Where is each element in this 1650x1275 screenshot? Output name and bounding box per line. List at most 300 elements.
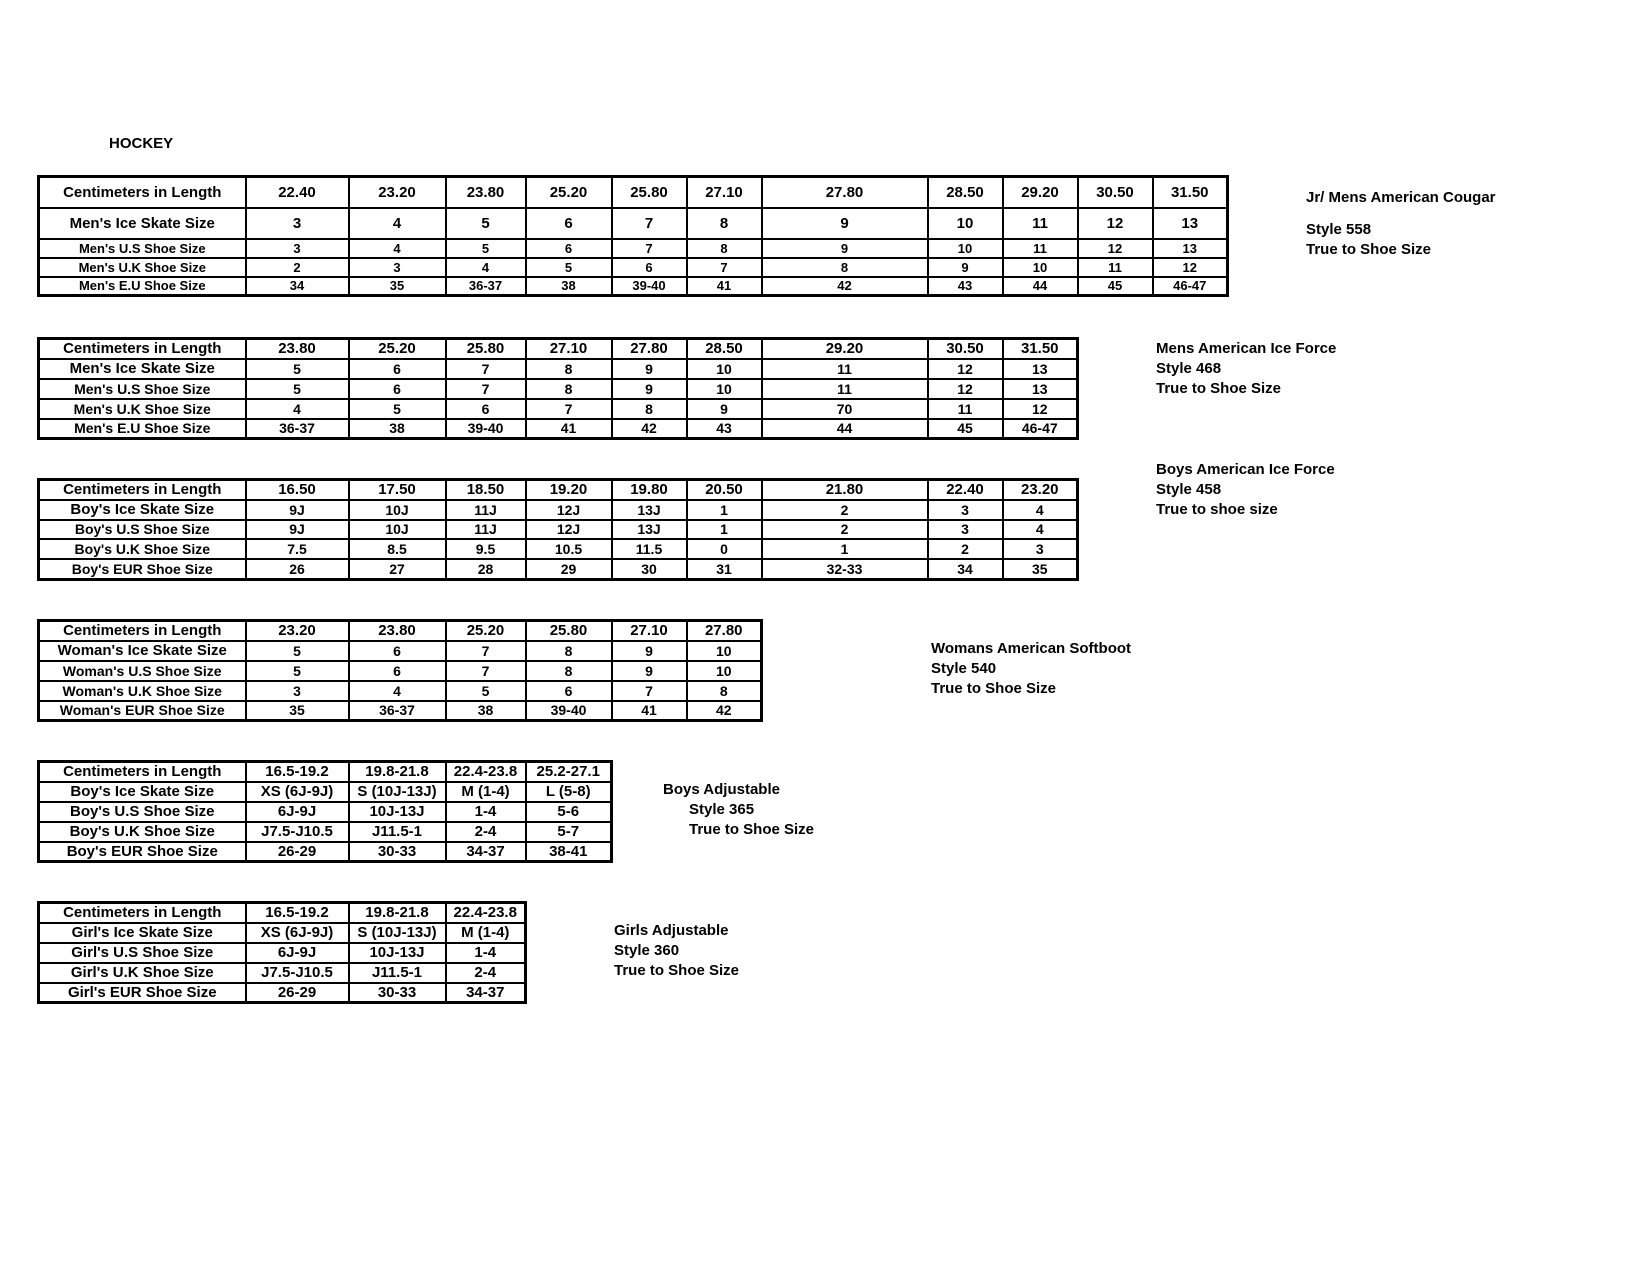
table-row xyxy=(39,621,762,641)
cell: 8 xyxy=(762,258,928,277)
table-row xyxy=(39,339,1078,359)
row-label: Woman's Ice Skate Size xyxy=(39,641,246,661)
table-row xyxy=(39,661,762,681)
cell: 30.50 xyxy=(1078,177,1153,208)
size-table-mens-ice-force xyxy=(37,337,1079,440)
cell: 36-37 xyxy=(349,701,446,721)
cell: 9J xyxy=(246,500,349,520)
note-mens-ice-force xyxy=(1156,339,1336,399)
cell: S (10J-13J) xyxy=(349,923,446,943)
cell: 39-40 xyxy=(526,701,612,721)
row-label: Centimeters in Length xyxy=(39,339,246,359)
cell: 2 xyxy=(762,500,928,520)
row-label: Centimeters in Length xyxy=(39,762,246,782)
cell: 28 xyxy=(446,559,526,580)
table-row xyxy=(39,943,526,963)
cell: 16.5-19.2 xyxy=(246,762,349,782)
row-label: Woman's U.K Shoe Size xyxy=(39,681,246,701)
cell: 27.80 xyxy=(687,621,762,641)
size-table-womans-softboot xyxy=(37,619,763,722)
cell: 8.5 xyxy=(349,539,446,559)
cell: 23.80 xyxy=(246,339,349,359)
cell: 28.50 xyxy=(687,339,762,359)
cell: 6 xyxy=(349,661,446,681)
cell: J7.5-J10.5 xyxy=(246,822,349,842)
cell: 4 xyxy=(246,399,349,419)
cell: 3 xyxy=(928,500,1003,520)
cell: J11.5-1 xyxy=(349,963,446,983)
cell: 25.20 xyxy=(349,339,446,359)
cell: 10 xyxy=(687,641,762,661)
cell: 11.5 xyxy=(612,539,687,559)
cell: 26 xyxy=(246,559,349,580)
cell: 23.20 xyxy=(246,621,349,641)
note-style: Style 558 xyxy=(1306,221,1372,238)
cell: 35 xyxy=(349,277,446,296)
cell: 7 xyxy=(446,661,526,681)
cell: 5 xyxy=(349,399,446,419)
cell: 34 xyxy=(928,559,1003,580)
cell: 23.20 xyxy=(349,177,446,208)
cell: 44 xyxy=(762,419,928,439)
cell: 16.50 xyxy=(246,480,349,500)
cell: 4 xyxy=(349,681,446,701)
cell: 6 xyxy=(612,258,687,277)
cell: 2 xyxy=(246,258,349,277)
cell: 4 xyxy=(349,239,446,258)
cell: 25.20 xyxy=(446,621,526,641)
row-label: Centimeters in Length xyxy=(39,621,246,641)
cell: 27.10 xyxy=(687,177,762,208)
row-label: Girl's U.S Shoe Size xyxy=(39,943,246,963)
cell: 4 xyxy=(1003,500,1078,520)
cell: J11.5-1 xyxy=(349,822,446,842)
cell: 18.50 xyxy=(446,480,526,500)
cell: 31.50 xyxy=(1003,339,1078,359)
cell: XS (6J-9J) xyxy=(246,782,349,802)
row-label: Men's E.U Shoe Size xyxy=(39,419,246,439)
cell: XS (6J-9J) xyxy=(246,923,349,943)
cell: 30-33 xyxy=(349,983,446,1003)
cell: 38 xyxy=(446,701,526,721)
cell: 10 xyxy=(687,661,762,681)
cell: 1-4 xyxy=(446,943,526,963)
cell: S (10J-13J) xyxy=(349,782,446,802)
row-label: Centimeters in Length xyxy=(39,480,246,500)
note-product-name: Jr/ Mens American Cougar xyxy=(1306,189,1496,206)
cell: 38-41 xyxy=(526,842,612,862)
cell: 8 xyxy=(526,661,612,681)
note-style: Style 365 xyxy=(689,801,755,818)
cell: 7.5 xyxy=(246,539,349,559)
cell: 9 xyxy=(928,258,1003,277)
cell: 19.20 xyxy=(526,480,612,500)
cell: 45 xyxy=(928,419,1003,439)
cell: 32-33 xyxy=(762,559,928,580)
cell: 8 xyxy=(526,641,612,661)
cell: 41 xyxy=(687,277,762,296)
size-table-girls-adjustable xyxy=(37,901,527,1004)
cell: 27.80 xyxy=(762,177,928,208)
table-row xyxy=(39,842,612,862)
cell: 10J-13J xyxy=(349,943,446,963)
cell: J7.5-J10.5 xyxy=(246,963,349,983)
cell: 6 xyxy=(526,681,612,701)
note-product-name: Womans American Softboot xyxy=(931,640,1132,657)
cell: 12 xyxy=(1078,239,1153,258)
cell: 6 xyxy=(446,399,526,419)
table-row xyxy=(39,641,762,661)
cell: 5 xyxy=(246,661,349,681)
row-label: Woman's U.S Shoe Size xyxy=(39,661,246,681)
table-row xyxy=(39,520,1078,539)
cell: 7 xyxy=(446,359,526,379)
cell: 8 xyxy=(687,208,762,239)
cell: 43 xyxy=(687,419,762,439)
cell: 8 xyxy=(526,379,612,399)
cell: 11 xyxy=(928,399,1003,419)
row-label: Boy's EUR Shoe Size xyxy=(39,842,246,862)
row-label: Woman's EUR Shoe Size xyxy=(39,701,246,721)
table-row xyxy=(39,822,612,842)
cell: 4 xyxy=(446,258,526,277)
cell: 27 xyxy=(349,559,446,580)
note-boys-ice-force xyxy=(1156,460,1335,520)
cell: 25.2-27.1 xyxy=(526,762,612,782)
cell: 44 xyxy=(1003,277,1078,296)
table-row xyxy=(39,539,1078,559)
cell: 31 xyxy=(687,559,762,580)
cell: 7 xyxy=(526,399,612,419)
cell: 30.50 xyxy=(928,339,1003,359)
table-row xyxy=(39,277,1228,296)
cell: 11 xyxy=(762,379,928,399)
cell: 6 xyxy=(526,239,612,258)
cell: 20.50 xyxy=(687,480,762,500)
cell: 10J xyxy=(349,520,446,539)
cell: 10 xyxy=(928,239,1003,258)
cell: 9 xyxy=(762,239,928,258)
cell: 5 xyxy=(446,239,526,258)
cell: 5 xyxy=(246,359,349,379)
cell: 6 xyxy=(349,379,446,399)
note-product-name: Girls Adjustable xyxy=(614,922,729,939)
cell: 19.80 xyxy=(612,480,687,500)
cell: 6 xyxy=(349,641,446,661)
cell: 21.80 xyxy=(762,480,928,500)
cell: 27.80 xyxy=(612,339,687,359)
cell: 7 xyxy=(446,641,526,661)
cell: 5 xyxy=(246,641,349,661)
cell: 5 xyxy=(446,208,526,239)
cell: 29.20 xyxy=(762,339,928,359)
table-row xyxy=(39,208,1228,239)
cell: 9 xyxy=(762,208,928,239)
cell: 22.4-23.8 xyxy=(446,762,526,782)
table-row xyxy=(39,983,526,1003)
cell: 38 xyxy=(349,419,446,439)
cell: 13J xyxy=(612,520,687,539)
cell: 16.5-19.2 xyxy=(246,903,349,923)
cell: 27.10 xyxy=(612,621,687,641)
cell: 1-4 xyxy=(446,802,526,822)
cell: M (1-4) xyxy=(446,923,526,943)
note-style: Style 458 xyxy=(1156,481,1222,498)
cell: 0 xyxy=(687,539,762,559)
note-style: Style 360 xyxy=(614,942,680,959)
cell: 36-37 xyxy=(446,277,526,296)
cell: 25.80 xyxy=(526,621,612,641)
cell: 4 xyxy=(349,208,446,239)
cell: 2 xyxy=(762,520,928,539)
row-label: Girl's EUR Shoe Size xyxy=(39,983,246,1003)
cell: 5 xyxy=(446,681,526,701)
cell: 12 xyxy=(1003,399,1078,419)
cell: 22.40 xyxy=(246,177,349,208)
cell: 13 xyxy=(1153,239,1228,258)
cell: 12 xyxy=(1153,258,1228,277)
cell: 12 xyxy=(928,359,1003,379)
cell: 9.5 xyxy=(446,539,526,559)
cell: 17.50 xyxy=(349,480,446,500)
cell: 2-4 xyxy=(446,822,526,842)
table-row xyxy=(39,239,1228,258)
table-row xyxy=(39,701,762,721)
cell: 3 xyxy=(246,239,349,258)
cell: 22.40 xyxy=(928,480,1003,500)
note-fit: True to Shoe Size xyxy=(689,821,815,838)
cell: 5-7 xyxy=(526,822,612,842)
cell: 39-40 xyxy=(446,419,526,439)
cell: 11 xyxy=(1078,258,1153,277)
cell: 9J xyxy=(246,520,349,539)
cell: 3 xyxy=(349,258,446,277)
cell: 1 xyxy=(687,500,762,520)
cell: 29 xyxy=(526,559,612,580)
cell: 13 xyxy=(1003,359,1078,379)
size-table-boys-ice-force xyxy=(37,478,1079,581)
cell: 11J xyxy=(446,500,526,520)
row-label: Men's U.S Shoe Size xyxy=(39,239,246,258)
note-fit: True to Shoe Size xyxy=(614,962,740,979)
cell: 8 xyxy=(612,399,687,419)
cell: 3 xyxy=(928,520,1003,539)
table-row xyxy=(39,762,612,782)
cell: 46-47 xyxy=(1003,419,1078,439)
cell: 34-37 xyxy=(446,983,526,1003)
row-label: Men's U.K Shoe Size xyxy=(39,258,246,277)
table-row xyxy=(39,379,1078,399)
cell: 42 xyxy=(762,277,928,296)
row-label: Boy's U.S Shoe Size xyxy=(39,520,246,539)
row-label: Boy's EUR Shoe Size xyxy=(39,559,246,580)
cell: 5 xyxy=(526,258,612,277)
row-label: Men's U.K Shoe Size xyxy=(39,399,246,419)
cell: 23.20 xyxy=(1003,480,1078,500)
cell: 1 xyxy=(762,539,928,559)
cell: 29.20 xyxy=(1003,177,1078,208)
table-row xyxy=(39,559,1078,580)
row-label: Men's Ice Skate Size xyxy=(39,208,246,239)
note-fit: True to Shoe Size xyxy=(1306,241,1432,258)
cell: 3 xyxy=(1003,539,1078,559)
table-row xyxy=(39,177,1228,208)
cell: 27.10 xyxy=(526,339,612,359)
cell: 19.8-21.8 xyxy=(349,903,446,923)
cell: 35 xyxy=(246,701,349,721)
row-label: Men's Ice Skate Size xyxy=(39,359,246,379)
cell: 30 xyxy=(612,559,687,580)
table-row xyxy=(39,802,612,822)
table-row xyxy=(39,681,762,701)
cell: 7 xyxy=(612,208,687,239)
cell: 35 xyxy=(1003,559,1078,580)
cell: 23.80 xyxy=(349,621,446,641)
cell: 3 xyxy=(246,681,349,701)
table-row xyxy=(39,258,1228,277)
row-label: Boy's U.K Shoe Size xyxy=(39,822,246,842)
cell: 45 xyxy=(1078,277,1153,296)
cell: 25.80 xyxy=(446,339,526,359)
note-boys-adjustable xyxy=(663,780,814,840)
cell: 9 xyxy=(612,359,687,379)
cell: 6 xyxy=(526,208,612,239)
cell: 6 xyxy=(349,359,446,379)
cell: 22.4-23.8 xyxy=(446,903,526,923)
note-fit: True to Shoe Size xyxy=(931,680,1057,697)
table-row xyxy=(39,903,526,923)
row-label: Centimeters in Length xyxy=(39,903,246,923)
cell: 12J xyxy=(526,520,612,539)
row-label: Boy's Ice Skate Size xyxy=(39,500,246,520)
note-womans-softboot xyxy=(931,639,1131,699)
cell: 41 xyxy=(526,419,612,439)
table-row xyxy=(39,419,1078,439)
table-row xyxy=(39,963,526,983)
row-label: Girl's U.K Shoe Size xyxy=(39,963,246,983)
cell: M (1-4) xyxy=(446,782,526,802)
cell: 26-29 xyxy=(246,842,349,862)
cell: 25.80 xyxy=(612,177,687,208)
cell: 7 xyxy=(612,239,687,258)
cell: 2 xyxy=(928,539,1003,559)
cell: 38 xyxy=(526,277,612,296)
table-row xyxy=(39,782,612,802)
table-row xyxy=(39,480,1078,500)
cell: 5 xyxy=(246,379,349,399)
cell: 10 xyxy=(928,208,1003,239)
row-label: Boy's U.K Shoe Size xyxy=(39,539,246,559)
cell: 4 xyxy=(1003,520,1078,539)
cell: 26-29 xyxy=(246,983,349,1003)
cell: 25.20 xyxy=(526,177,612,208)
cell: 11 xyxy=(1003,239,1078,258)
note-fit: True to Shoe Size xyxy=(1156,380,1282,397)
cell: 8 xyxy=(687,681,762,701)
cell: 10J xyxy=(349,500,446,520)
cell: 19.8-21.8 xyxy=(349,762,446,782)
cell: 31.50 xyxy=(1153,177,1228,208)
cell: 6J-9J xyxy=(246,943,349,963)
note-product-name: Boys American Ice Force xyxy=(1156,461,1335,478)
cell: 8 xyxy=(526,359,612,379)
cell: 34 xyxy=(246,277,349,296)
cell: 1 xyxy=(687,520,762,539)
cell: 10 xyxy=(1003,258,1078,277)
cell: 11J xyxy=(446,520,526,539)
cell: 7 xyxy=(446,379,526,399)
cell: 36-37 xyxy=(246,419,349,439)
row-label: Boy's U.S Shoe Size xyxy=(39,802,246,822)
cell: 11 xyxy=(762,359,928,379)
cell: 11 xyxy=(1003,208,1078,239)
cell: 70 xyxy=(762,399,928,419)
cell: 7 xyxy=(612,681,687,701)
cell: 42 xyxy=(612,419,687,439)
note-fit: True to shoe size xyxy=(1156,501,1278,518)
cell: 10.5 xyxy=(526,539,612,559)
row-label: Girl's Ice Skate Size xyxy=(39,923,246,943)
size-table-boys-adjustable xyxy=(37,760,613,863)
cell: 28.50 xyxy=(928,177,1003,208)
page-title: HOCKEY xyxy=(109,135,174,152)
cell: 6J-9J xyxy=(246,802,349,822)
cell: 10 xyxy=(687,359,762,379)
cell: 9 xyxy=(612,379,687,399)
cell: 13J xyxy=(612,500,687,520)
table-row xyxy=(39,923,526,943)
cell: 23.80 xyxy=(446,177,526,208)
cell: 39-40 xyxy=(612,277,687,296)
row-label: Men's U.S Shoe Size xyxy=(39,379,246,399)
cell: 12J xyxy=(526,500,612,520)
row-label: Men's E.U Shoe Size xyxy=(39,277,246,296)
note-product-name: Mens American Ice Force xyxy=(1156,340,1337,357)
cell: 9 xyxy=(612,661,687,681)
cell: 2-4 xyxy=(446,963,526,983)
cell: 9 xyxy=(687,399,762,419)
cell: 5-6 xyxy=(526,802,612,822)
size-table-mens-cougar xyxy=(37,175,1229,297)
table-row xyxy=(39,399,1078,419)
cell: 8 xyxy=(687,239,762,258)
table-row xyxy=(39,359,1078,379)
note-style: Style 468 xyxy=(1156,360,1222,377)
cell: 41 xyxy=(612,701,687,721)
cell: 34-37 xyxy=(446,842,526,862)
cell: 10 xyxy=(687,379,762,399)
cell: 43 xyxy=(928,277,1003,296)
cell: 10J-13J xyxy=(349,802,446,822)
note-girls-adjustable xyxy=(614,921,739,981)
cell: 13 xyxy=(1003,379,1078,399)
cell: 3 xyxy=(246,208,349,239)
note-product-name: Boys Adjustable xyxy=(663,781,780,798)
cell: 46-47 xyxy=(1153,277,1228,296)
cell: 13 xyxy=(1153,208,1228,239)
cell: 7 xyxy=(687,258,762,277)
note-jr-mens-cougar xyxy=(1306,188,1496,260)
cell: 12 xyxy=(1078,208,1153,239)
note-style: Style 540 xyxy=(931,660,997,677)
cell: 12 xyxy=(928,379,1003,399)
row-label: Centimeters in Length xyxy=(39,177,246,208)
cell: 9 xyxy=(612,641,687,661)
cell: 30-33 xyxy=(349,842,446,862)
cell: L (5-8) xyxy=(526,782,612,802)
cell: 42 xyxy=(687,701,762,721)
table-row xyxy=(39,500,1078,520)
